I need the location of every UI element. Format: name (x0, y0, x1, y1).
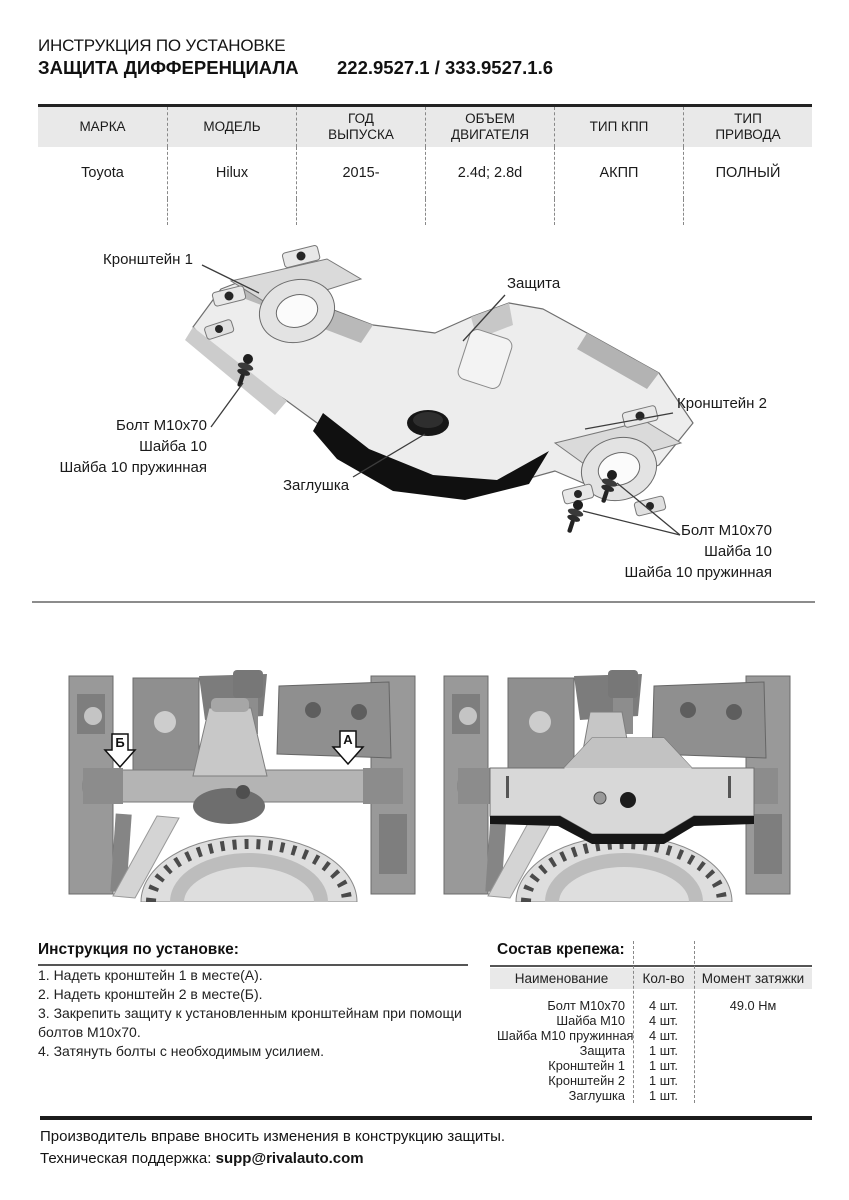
hardware-row (497, 1058, 812, 1073)
marker-a-letter: А (343, 732, 353, 747)
footer-rule (40, 1116, 812, 1120)
hw-qty: 4 шт. (649, 1013, 678, 1028)
tank-detail (351, 704, 367, 720)
driveshaft-joint (608, 670, 638, 698)
tank-detail (726, 704, 742, 720)
hw-col-name: Наименование (514, 971, 609, 986)
col-header-model: МОДЕЛЬ (167, 107, 296, 147)
hw-torque (694, 1073, 812, 1088)
hardware-row (497, 1088, 812, 1103)
hw-col-torque: Момент затяжки (701, 971, 805, 986)
frame-hole (459, 707, 477, 725)
tank-detail (680, 702, 696, 718)
hw-name: Защита (579, 1043, 625, 1058)
hardware-row (497, 1043, 812, 1058)
fastener-right-line1: Болт М10х70 (680, 522, 772, 539)
crossmember-hole (154, 711, 176, 733)
footer-support-label: Техническая поддержка: (40, 1150, 212, 1167)
hw-qty: 1 шт. (649, 1058, 678, 1073)
cell-engine: 2.4d; 2.8d (425, 147, 554, 199)
hw-qty: 1 шт. (649, 1088, 678, 1103)
hardware-row (497, 998, 812, 1013)
crossmember-hole (529, 711, 551, 733)
label-bracket1: Кронштейн 1 (103, 251, 193, 268)
instruction-step-3: 3. Закрепить защиту к установленным кронштейнам при помощи болтов М10х70. (38, 1005, 462, 1040)
hardware-rule (490, 965, 812, 967)
hw-name: Кронштейн 1 (548, 1058, 625, 1073)
instruction-step-1: 1. Надеть кронштейн 1 в месте(А). (38, 967, 263, 983)
cell-brand: Toyota (81, 165, 124, 181)
footer-support (40, 1150, 364, 1167)
axle-end-left (83, 768, 123, 804)
label-fasteners-left (35, 415, 207, 478)
support-email: supp@rivalauto.com (215, 1150, 364, 1167)
shock-absorber-right (754, 814, 782, 874)
shock-absorber-right (379, 814, 407, 874)
hardware-dash-separator-2 (694, 941, 695, 1103)
vehicle-table-row (38, 147, 812, 199)
tank-detail (305, 702, 321, 718)
footer-disclaimer: Производитель вправе вносить изменения в конструкцию защиты. (40, 1128, 506, 1145)
col-header-gearbox: ТИП КПП (554, 107, 683, 147)
hw-torque (694, 1058, 812, 1073)
hw-torque (694, 1013, 812, 1028)
cell-gearbox: АКПП (554, 147, 683, 199)
hw-torque (694, 1088, 812, 1103)
part-numbers: 222.9527.1 / 333.9527.1.6 (337, 57, 554, 78)
exploded-diagram (35, 237, 815, 600)
hw-qty: 1 шт. (649, 1043, 678, 1058)
cell-model: Hilux (167, 147, 296, 199)
hardware-row (497, 1028, 812, 1043)
vehicle-table-extension (38, 199, 812, 225)
fastener-left-line1: Болт М10х70 (115, 417, 207, 434)
photo-after-install (432, 664, 800, 902)
instruction-step-2: 2. Надеть кронштейн 2 в месте(Б). (38, 986, 263, 1002)
hardware-row (497, 1013, 812, 1028)
hardware-rows (497, 998, 812, 1103)
guard-bolt (594, 792, 606, 804)
plug-highlight (413, 412, 443, 428)
guard-plug (620, 792, 636, 808)
col-header-brand: МАРКА (38, 107, 167, 147)
hw-torque (694, 1043, 812, 1058)
diff-input-flange (211, 698, 249, 712)
marker-b-letter: Б (115, 735, 125, 750)
col-header-year: ГОД ВЫПУСКА (296, 107, 425, 147)
hw-qty: 1 шт. (649, 1073, 678, 1088)
doc-title-line1: ИНСТРУКЦИЯ ПО УСТАНОВКЕ (38, 36, 286, 55)
hw-name: Шайба М10 (556, 1013, 625, 1028)
label-plug: Заглушка (283, 477, 350, 494)
photo-before-install (57, 664, 425, 902)
hw-name: Кронштейн 2 (548, 1073, 625, 1088)
instructions-title: Инструкция по установке: (38, 941, 239, 958)
fastener-left-line2: Шайба 10 (139, 438, 207, 455)
vehicle-table (38, 104, 812, 225)
label-guard: Защита (507, 275, 561, 292)
hw-torque (694, 1028, 812, 1043)
frame-hole (84, 707, 102, 725)
hw-col-qty: Кол-во (642, 971, 685, 986)
diff-bowl (193, 788, 265, 824)
hw-qty: 4 шт. (649, 998, 678, 1013)
hardware-title: Состав крепежа: (497, 941, 625, 958)
col-header-drive: ТИП ПРИВОДА (683, 107, 812, 147)
cell-year: 2015- (296, 147, 425, 199)
fastener-right-line3: Шайба 10 пружинная (624, 564, 772, 581)
instruction-step-4: 4. Затянуть болты с необходимым усилием. (38, 1043, 325, 1059)
fastener-left-line3: Шайба 10 пружинная (59, 459, 207, 476)
label-fasteners-right (472, 520, 772, 583)
vehicle-table-header (38, 107, 812, 147)
hardware-kit-table (497, 941, 812, 1105)
driveshaft-joint (233, 670, 263, 698)
hw-qty: 4 шт. (649, 1028, 678, 1043)
diff-drain-plug (236, 785, 250, 799)
hw-name: Заглушка (568, 1088, 625, 1103)
cell-drive: ПОЛНЫЙ (683, 147, 812, 199)
label-bracket2: Кронштейн 2 (677, 395, 767, 412)
fastener-right-line2: Шайба 10 (704, 543, 772, 560)
section-divider (32, 601, 815, 603)
installation-instructions (38, 941, 468, 1061)
hw-torque: 49.0 Нм (729, 998, 777, 1013)
col-header-engine: ОБЪЕМ ДВИГАТЕЛЯ (425, 107, 554, 147)
hw-name: Шайба М10 пружинная (497, 1028, 634, 1043)
doc-title-line2: ЗАЩИТА ДИФФЕРЕНЦИАЛА (38, 57, 299, 78)
hw-name: Болт М10х70 (547, 998, 625, 1013)
axle-end-right (363, 768, 403, 804)
hardware-header-row (490, 968, 812, 989)
hardware-row (497, 1073, 812, 1088)
hardware-dash-separator-1 (633, 941, 634, 1103)
